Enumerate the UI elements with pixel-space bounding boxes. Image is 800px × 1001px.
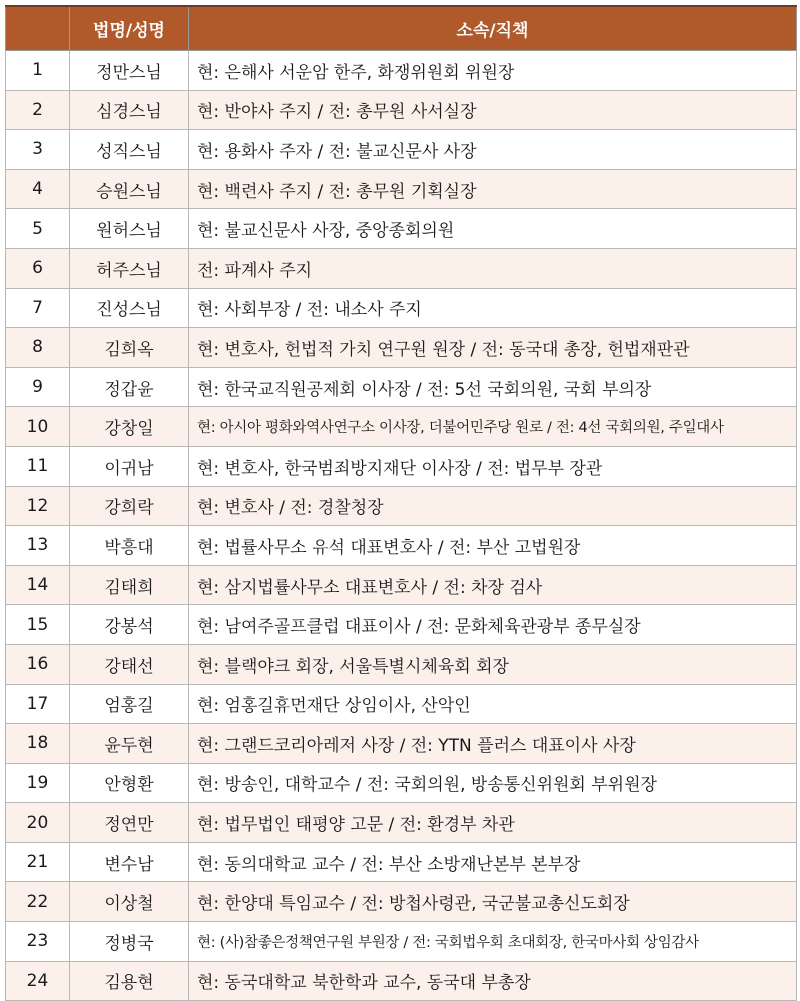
row-number: 6 [6, 248, 70, 288]
table-row [6, 486, 797, 526]
table-row [6, 130, 797, 170]
row-role: 현: 반야사 주지 / 전: 총무원 사서실장 [189, 90, 797, 130]
table-row [6, 526, 797, 566]
row-number: 18 [6, 724, 70, 764]
row-number: 24 [6, 961, 70, 1001]
roster-table [5, 5, 797, 1001]
row-number: 10 [6, 407, 70, 447]
row-number: 2 [6, 90, 70, 130]
row-number: 22 [6, 882, 70, 922]
row-role: 현: 한국교직원공제회 이사장 / 전: 5선 국회의원, 국회 부의장 [189, 367, 797, 407]
row-name: 이귀남 [70, 446, 189, 486]
row-number: 8 [6, 328, 70, 368]
row-role: 현: 동의대학교 교수 / 전: 부산 소방재난본부 본부장 [189, 842, 797, 882]
table-row [6, 248, 797, 288]
header-row [6, 6, 797, 51]
row-name: 김용현 [70, 961, 189, 1001]
row-number: 14 [6, 565, 70, 605]
row-name: 정병국 [70, 922, 189, 962]
row-role: 현: 법무법인 태평양 고문 / 전: 환경부 차관 [189, 803, 797, 843]
row-name: 윤두현 [70, 724, 189, 764]
row-number: 7 [6, 288, 70, 328]
row-role: 현: 변호사 / 전: 경찰청장 [189, 486, 797, 526]
row-role: 현: 동국대학교 북한학과 교수, 동국대 부총장 [189, 961, 797, 1001]
table-row [6, 169, 797, 209]
table-row [6, 209, 797, 249]
row-role: 현: 남여주골프클럽 대표이사 / 전: 문화체육관광부 종무실장 [189, 605, 797, 645]
row-number: 9 [6, 367, 70, 407]
row-number: 5 [6, 209, 70, 249]
row-role: 현: 한양대 특임교수 / 전: 방첩사령관, 국군불교총신도회장 [189, 882, 797, 922]
row-role: 현: 엄홍길휴먼재단 상임이사, 산악인 [189, 684, 797, 724]
row-name: 정갑윤 [70, 367, 189, 407]
row-number: 19 [6, 763, 70, 803]
row-name: 정만스님 [70, 51, 189, 91]
row-number: 4 [6, 169, 70, 209]
row-role: 현: 방송인, 대학교수 / 전: 국회의원, 방송통신위원회 부위원장 [189, 763, 797, 803]
header-role: 소속/직책 [189, 6, 797, 51]
table-row [6, 882, 797, 922]
table-row [6, 288, 797, 328]
header-name: 법명/성명 [70, 6, 189, 51]
row-role: 현: 은해사 서운암 한주, 화쟁위원회 위원장 [189, 51, 797, 91]
row-name: 성직스님 [70, 130, 189, 170]
table-row [6, 565, 797, 605]
table-row [6, 605, 797, 645]
row-number: 16 [6, 644, 70, 684]
header-number [6, 6, 70, 51]
row-role: 현: 용화사 주자 / 전: 불교신문사 사장 [189, 130, 797, 170]
row-role: 현: 삼지법률사무소 대표변호사 / 전: 차장 검사 [189, 565, 797, 605]
table-row [6, 367, 797, 407]
row-number: 20 [6, 803, 70, 843]
row-role: 현: 아시아 평화와역사연구소 이사장, 더불어민주당 원로 / 전: 4선 국회의원, 주일대사 [189, 407, 797, 447]
row-number: 11 [6, 446, 70, 486]
table-row [6, 684, 797, 724]
table-row [6, 724, 797, 764]
row-name: 강봉석 [70, 605, 189, 645]
row-number: 1 [6, 51, 70, 91]
row-name: 강희락 [70, 486, 189, 526]
table-row [6, 407, 797, 447]
table-row [6, 446, 797, 486]
row-name: 정연만 [70, 803, 189, 843]
table-row [6, 90, 797, 130]
row-role: 현: (사)참좋은정책연구원 부원장 / 전: 국회법우회 초대회장, 한국마사회 상임감사 [189, 922, 797, 962]
table-row [6, 763, 797, 803]
row-role: 전: 파계사 주지 [189, 248, 797, 288]
row-number: 12 [6, 486, 70, 526]
row-number: 17 [6, 684, 70, 724]
row-name: 안형환 [70, 763, 189, 803]
table-row [6, 328, 797, 368]
row-name: 강태선 [70, 644, 189, 684]
row-name: 허주스님 [70, 248, 189, 288]
row-role: 현: 그랜드코리아레저 사장 / 전: YTN 플러스 대표이사 사장 [189, 724, 797, 764]
row-name: 심경스님 [70, 90, 189, 130]
row-name: 강창일 [70, 407, 189, 447]
table-row [6, 644, 797, 684]
table-row [6, 51, 797, 91]
row-number: 15 [6, 605, 70, 645]
row-name: 승원스님 [70, 169, 189, 209]
row-number: 23 [6, 922, 70, 962]
table-row [6, 922, 797, 962]
row-name: 이상철 [70, 882, 189, 922]
row-name: 김희옥 [70, 328, 189, 368]
table-body [6, 51, 797, 1001]
row-name: 김태희 [70, 565, 189, 605]
row-role: 현: 불교신문사 사장, 중앙종회의원 [189, 209, 797, 249]
row-role: 현: 사회부장 / 전: 내소사 주지 [189, 288, 797, 328]
row-name: 박흥대 [70, 526, 189, 566]
table-row [6, 961, 797, 1001]
row-role: 현: 백련사 주지 / 전: 총무원 기획실장 [189, 169, 797, 209]
row-name: 진성스님 [70, 288, 189, 328]
row-role: 현: 블랙야크 회장, 서울특별시체육회 회장 [189, 644, 797, 684]
row-name: 엄홍길 [70, 684, 189, 724]
row-number: 3 [6, 130, 70, 170]
row-role: 현: 변호사, 헌법적 가치 연구원 원장 / 전: 동국대 총장, 헌법재판관 [189, 328, 797, 368]
row-role: 현: 변호사, 한국범죄방지재단 이사장 / 전: 법무부 장관 [189, 446, 797, 486]
table-row [6, 803, 797, 843]
row-name: 변수남 [70, 842, 189, 882]
row-name: 원허스님 [70, 209, 189, 249]
row-role: 현: 법률사무소 유석 대표변호사 / 전: 부산 고법원장 [189, 526, 797, 566]
row-number: 21 [6, 842, 70, 882]
row-number: 13 [6, 526, 70, 566]
table-row [6, 842, 797, 882]
